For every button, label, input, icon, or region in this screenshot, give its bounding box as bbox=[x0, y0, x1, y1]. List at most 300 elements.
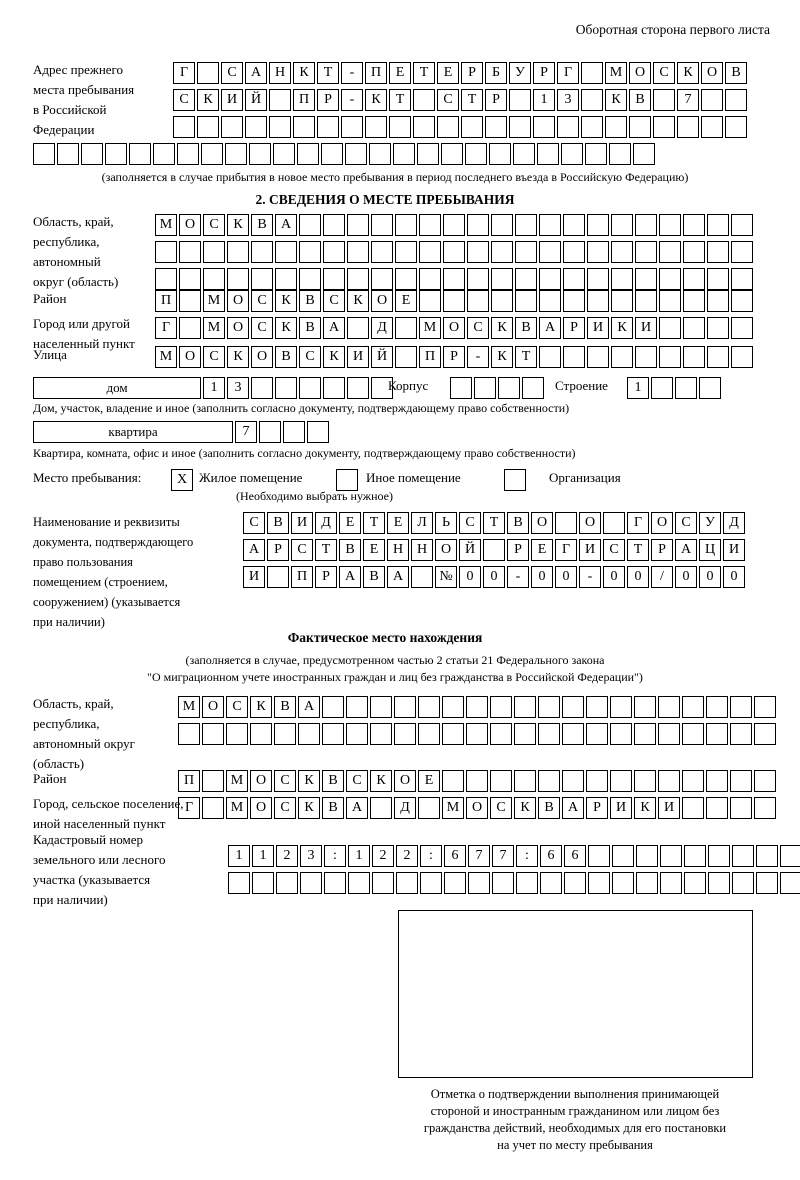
char-cell[interactable] bbox=[307, 421, 329, 443]
char-cell[interactable] bbox=[587, 241, 609, 263]
char-cell[interactable] bbox=[659, 346, 681, 368]
char-cell[interactable] bbox=[603, 512, 625, 534]
char-cell[interactable]: К bbox=[323, 346, 345, 368]
char-cell[interactable]: № bbox=[435, 566, 457, 588]
char-cell[interactable] bbox=[491, 290, 513, 312]
char-cell[interactable] bbox=[731, 268, 753, 290]
char-cell[interactable] bbox=[651, 377, 673, 399]
char-cell[interactable] bbox=[275, 241, 297, 263]
char-cell[interactable] bbox=[731, 241, 753, 263]
char-cell[interactable] bbox=[369, 143, 391, 165]
char-cell[interactable]: О bbox=[629, 62, 651, 84]
char-cell[interactable] bbox=[683, 241, 705, 263]
char-cell[interactable]: Т bbox=[317, 62, 339, 84]
char-cell[interactable] bbox=[395, 241, 417, 263]
char-cell[interactable]: О bbox=[179, 214, 201, 236]
char-cell[interactable] bbox=[250, 723, 272, 745]
char-cell[interactable] bbox=[346, 696, 368, 718]
char-cell[interactable]: Т bbox=[627, 539, 649, 561]
char-cell[interactable]: 1 bbox=[252, 845, 274, 867]
char-cell[interactable]: В bbox=[725, 62, 747, 84]
char-cell[interactable]: П bbox=[293, 89, 315, 111]
char-cell[interactable] bbox=[443, 268, 465, 290]
char-cell[interactable]: 2 bbox=[396, 845, 418, 867]
char-cell[interactable]: Р bbox=[586, 797, 608, 819]
stamp-box[interactable] bbox=[398, 910, 753, 1078]
char-cell[interactable] bbox=[587, 346, 609, 368]
char-cell[interactable] bbox=[252, 872, 274, 894]
char-cell[interactable]: 1 bbox=[228, 845, 250, 867]
char-cell[interactable]: - bbox=[507, 566, 529, 588]
char-cell[interactable]: Л bbox=[411, 512, 433, 534]
char-cell[interactable] bbox=[490, 696, 512, 718]
char-cell[interactable] bbox=[539, 346, 561, 368]
char-cell[interactable] bbox=[347, 241, 369, 263]
char-cell[interactable] bbox=[299, 214, 321, 236]
char-cell[interactable] bbox=[227, 241, 249, 263]
char-cell[interactable] bbox=[635, 290, 657, 312]
char-cell[interactable]: О bbox=[435, 539, 457, 561]
char-cell[interactable] bbox=[419, 241, 441, 263]
char-cell[interactable] bbox=[203, 241, 225, 263]
char-cell[interactable] bbox=[658, 723, 680, 745]
char-cell[interactable] bbox=[491, 214, 513, 236]
char-cell[interactable]: 3 bbox=[557, 89, 579, 111]
char-cell[interactable]: В bbox=[363, 566, 385, 588]
char-cell[interactable] bbox=[498, 377, 520, 399]
char-cell[interactable]: 0 bbox=[483, 566, 505, 588]
char-cell[interactable] bbox=[683, 317, 705, 339]
char-cell[interactable]: К bbox=[347, 290, 369, 312]
char-cell[interactable]: Е bbox=[363, 539, 385, 561]
char-cell[interactable] bbox=[269, 116, 291, 138]
char-cell[interactable] bbox=[437, 116, 459, 138]
char-cell[interactable]: К bbox=[275, 290, 297, 312]
char-cell[interactable]: 0 bbox=[531, 566, 553, 588]
char-cell[interactable]: А bbox=[387, 566, 409, 588]
char-cell[interactable]: Б bbox=[485, 62, 507, 84]
char-cell[interactable]: 6 bbox=[564, 845, 586, 867]
char-cell[interactable] bbox=[707, 241, 729, 263]
char-cell[interactable] bbox=[129, 143, 151, 165]
char-cell[interactable] bbox=[708, 872, 730, 894]
street-row[interactable] bbox=[155, 346, 753, 368]
char-cell[interactable] bbox=[540, 872, 562, 894]
char-cell[interactable] bbox=[370, 797, 392, 819]
char-cell[interactable] bbox=[708, 845, 730, 867]
char-cell[interactable] bbox=[522, 377, 544, 399]
char-cell[interactable] bbox=[274, 723, 296, 745]
char-cell[interactable]: А bbox=[243, 539, 265, 561]
char-cell[interactable]: Г bbox=[627, 512, 649, 534]
char-cell[interactable]: С bbox=[203, 214, 225, 236]
char-cell[interactable] bbox=[321, 143, 343, 165]
char-cell[interactable]: О bbox=[227, 317, 249, 339]
char-cell[interactable] bbox=[707, 268, 729, 290]
char-cell[interactable] bbox=[197, 116, 219, 138]
char-cell[interactable] bbox=[610, 723, 632, 745]
char-cell[interactable]: О bbox=[531, 512, 553, 534]
char-cell[interactable] bbox=[322, 696, 344, 718]
char-cell[interactable]: В bbox=[322, 770, 344, 792]
char-cell[interactable]: В bbox=[507, 512, 529, 534]
char-cell[interactable] bbox=[178, 723, 200, 745]
char-cell[interactable]: Д bbox=[394, 797, 416, 819]
char-cell[interactable] bbox=[754, 696, 776, 718]
char-cell[interactable] bbox=[323, 268, 345, 290]
char-cell[interactable] bbox=[658, 770, 680, 792]
char-cell[interactable] bbox=[221, 116, 243, 138]
char-cell[interactable]: С bbox=[291, 539, 313, 561]
char-cell[interactable] bbox=[636, 845, 658, 867]
char-cell[interactable] bbox=[202, 770, 224, 792]
char-cell[interactable]: Д bbox=[315, 512, 337, 534]
char-cell[interactable] bbox=[653, 89, 675, 111]
char-cell[interactable] bbox=[490, 770, 512, 792]
char-cell[interactable] bbox=[394, 723, 416, 745]
char-cell[interactable] bbox=[538, 696, 560, 718]
char-cell[interactable]: М bbox=[155, 214, 177, 236]
char-cell[interactable] bbox=[395, 346, 417, 368]
char-cell[interactable] bbox=[467, 214, 489, 236]
char-cell[interactable] bbox=[659, 214, 681, 236]
char-cell[interactable]: А bbox=[539, 317, 561, 339]
char-cell[interactable] bbox=[418, 797, 440, 819]
char-cell[interactable] bbox=[581, 116, 603, 138]
char-cell[interactable]: А bbox=[298, 696, 320, 718]
char-cell[interactable]: С bbox=[243, 512, 265, 534]
char-cell[interactable]: К bbox=[227, 214, 249, 236]
char-cell[interactable] bbox=[395, 268, 417, 290]
char-cell[interactable] bbox=[203, 268, 225, 290]
char-cell[interactable]: Р bbox=[507, 539, 529, 561]
char-cell[interactable] bbox=[466, 723, 488, 745]
char-cell[interactable] bbox=[538, 770, 560, 792]
char-cell[interactable]: И bbox=[723, 539, 745, 561]
char-cell[interactable]: К bbox=[514, 797, 536, 819]
char-cell[interactable]: Й bbox=[371, 346, 393, 368]
char-cell[interactable] bbox=[587, 268, 609, 290]
char-cell[interactable] bbox=[57, 143, 79, 165]
char-cell[interactable] bbox=[297, 143, 319, 165]
char-cell[interactable] bbox=[634, 696, 656, 718]
char-cell[interactable] bbox=[413, 116, 435, 138]
char-cell[interactable]: Е bbox=[387, 512, 409, 534]
char-cell[interactable] bbox=[635, 268, 657, 290]
char-cell[interactable] bbox=[629, 116, 651, 138]
char-cell[interactable] bbox=[411, 566, 433, 588]
char-cell[interactable]: О bbox=[651, 512, 673, 534]
char-cell[interactable] bbox=[563, 268, 585, 290]
char-cell[interactable] bbox=[683, 268, 705, 290]
char-cell[interactable]: И bbox=[610, 797, 632, 819]
char-cell[interactable]: Р bbox=[485, 89, 507, 111]
char-cell[interactable]: Д bbox=[723, 512, 745, 534]
char-cell[interactable]: М bbox=[155, 346, 177, 368]
char-cell[interactable] bbox=[466, 696, 488, 718]
char-cell[interactable] bbox=[660, 872, 682, 894]
char-cell[interactable] bbox=[706, 770, 728, 792]
char-cell[interactable] bbox=[443, 290, 465, 312]
char-cell[interactable] bbox=[249, 143, 271, 165]
char-cell[interactable]: Е bbox=[437, 62, 459, 84]
char-cell[interactable] bbox=[441, 143, 463, 165]
char-cell[interactable] bbox=[586, 696, 608, 718]
char-cell[interactable] bbox=[563, 214, 585, 236]
char-cell[interactable]: Ь bbox=[435, 512, 457, 534]
char-cell[interactable] bbox=[396, 872, 418, 894]
char-cell[interactable]: : bbox=[420, 845, 442, 867]
char-cell[interactable]: : bbox=[516, 845, 538, 867]
char-cell[interactable]: О bbox=[701, 62, 723, 84]
char-cell[interactable] bbox=[417, 143, 439, 165]
char-cell[interactable] bbox=[443, 241, 465, 263]
char-cell[interactable] bbox=[491, 241, 513, 263]
region-row-3[interactable] bbox=[155, 268, 753, 290]
actual-city-row[interactable] bbox=[178, 797, 776, 819]
char-cell[interactable] bbox=[683, 346, 705, 368]
char-cell[interactable] bbox=[371, 268, 393, 290]
char-cell[interactable] bbox=[707, 214, 729, 236]
document-row-1[interactable] bbox=[243, 512, 745, 534]
char-cell[interactable] bbox=[537, 143, 559, 165]
char-cell[interactable]: Г bbox=[557, 62, 579, 84]
char-cell[interactable] bbox=[485, 116, 507, 138]
char-cell[interactable] bbox=[707, 346, 729, 368]
char-cell[interactable]: Д bbox=[371, 317, 393, 339]
char-cell[interactable]: 7 bbox=[492, 845, 514, 867]
char-cell[interactable]: К bbox=[677, 62, 699, 84]
char-cell[interactable] bbox=[730, 696, 752, 718]
char-cell[interactable] bbox=[610, 770, 632, 792]
char-cell[interactable] bbox=[539, 214, 561, 236]
char-cell[interactable]: С bbox=[226, 696, 248, 718]
char-cell[interactable] bbox=[514, 723, 536, 745]
char-cell[interactable] bbox=[467, 268, 489, 290]
place-type-checkbox-organization[interactable] bbox=[504, 469, 526, 491]
char-cell[interactable] bbox=[633, 143, 655, 165]
char-cell[interactable]: А bbox=[275, 214, 297, 236]
char-cell[interactable]: С bbox=[323, 290, 345, 312]
char-cell[interactable]: В bbox=[322, 797, 344, 819]
char-cell[interactable] bbox=[612, 872, 634, 894]
char-cell[interactable]: К bbox=[365, 89, 387, 111]
document-row-2[interactable] bbox=[243, 539, 745, 561]
char-cell[interactable] bbox=[515, 268, 537, 290]
char-cell[interactable]: С bbox=[603, 539, 625, 561]
char-cell[interactable] bbox=[730, 770, 752, 792]
house-cells[interactable] bbox=[203, 377, 393, 399]
char-cell[interactable] bbox=[298, 723, 320, 745]
char-cell[interactable] bbox=[756, 845, 778, 867]
char-cell[interactable] bbox=[442, 696, 464, 718]
char-cell[interactable] bbox=[299, 241, 321, 263]
char-cell[interactable] bbox=[706, 723, 728, 745]
char-cell[interactable]: О bbox=[371, 290, 393, 312]
char-cell[interactable] bbox=[635, 214, 657, 236]
char-cell[interactable]: Г bbox=[178, 797, 200, 819]
char-cell[interactable] bbox=[370, 696, 392, 718]
char-cell[interactable]: Т bbox=[483, 512, 505, 534]
char-cell[interactable] bbox=[707, 317, 729, 339]
char-cell[interactable] bbox=[370, 723, 392, 745]
char-cell[interactable] bbox=[538, 723, 560, 745]
char-cell[interactable] bbox=[516, 872, 538, 894]
char-cell[interactable]: А bbox=[675, 539, 697, 561]
char-cell[interactable]: О bbox=[202, 696, 224, 718]
char-cell[interactable]: В bbox=[267, 512, 289, 534]
char-cell[interactable] bbox=[179, 268, 201, 290]
char-cell[interactable]: В bbox=[251, 214, 273, 236]
char-cell[interactable] bbox=[682, 770, 704, 792]
char-cell[interactable]: В bbox=[538, 797, 560, 819]
char-cell[interactable] bbox=[611, 290, 633, 312]
char-cell[interactable]: К bbox=[634, 797, 656, 819]
char-cell[interactable]: О bbox=[251, 346, 273, 368]
char-cell[interactable] bbox=[515, 241, 537, 263]
char-cell[interactable] bbox=[634, 723, 656, 745]
char-cell[interactable]: Ц bbox=[699, 539, 721, 561]
char-cell[interactable] bbox=[563, 346, 585, 368]
char-cell[interactable]: М bbox=[178, 696, 200, 718]
char-cell[interactable]: 7 bbox=[677, 89, 699, 111]
stroenie-cells[interactable] bbox=[627, 377, 721, 399]
char-cell[interactable]: 0 bbox=[723, 566, 745, 588]
char-cell[interactable] bbox=[562, 723, 584, 745]
char-cell[interactable] bbox=[393, 143, 415, 165]
char-cell[interactable]: К bbox=[298, 797, 320, 819]
char-cell[interactable]: С bbox=[675, 512, 697, 534]
char-cell[interactable]: 3 bbox=[300, 845, 322, 867]
char-cell[interactable] bbox=[466, 770, 488, 792]
char-cell[interactable]: Е bbox=[339, 512, 361, 534]
char-cell[interactable] bbox=[555, 512, 577, 534]
char-cell[interactable]: К bbox=[227, 346, 249, 368]
actual-district-row[interactable] bbox=[178, 770, 776, 792]
korpus-cells[interactable] bbox=[450, 377, 544, 399]
char-cell[interactable]: В bbox=[275, 346, 297, 368]
char-cell[interactable] bbox=[611, 241, 633, 263]
char-cell[interactable] bbox=[515, 214, 537, 236]
char-cell[interactable] bbox=[450, 377, 472, 399]
char-cell[interactable]: И bbox=[587, 317, 609, 339]
char-cell[interactable] bbox=[557, 116, 579, 138]
char-cell[interactable]: О bbox=[179, 346, 201, 368]
char-cell[interactable]: С bbox=[346, 770, 368, 792]
char-cell[interactable]: К bbox=[275, 317, 297, 339]
place-type-checkbox-residential[interactable]: X bbox=[171, 469, 193, 491]
char-cell[interactable]: У bbox=[509, 62, 531, 84]
char-cell[interactable] bbox=[299, 377, 321, 399]
char-cell[interactable]: П bbox=[178, 770, 200, 792]
char-cell[interactable]: К bbox=[250, 696, 272, 718]
region-row-2[interactable] bbox=[155, 241, 753, 263]
prev-address-row-3[interactable] bbox=[173, 116, 747, 138]
char-cell[interactable]: Р bbox=[315, 566, 337, 588]
char-cell[interactable] bbox=[444, 872, 466, 894]
char-cell[interactable] bbox=[483, 539, 505, 561]
char-cell[interactable]: Р bbox=[267, 539, 289, 561]
char-cell[interactable] bbox=[587, 214, 609, 236]
char-cell[interactable]: И bbox=[291, 512, 313, 534]
char-cell[interactable] bbox=[372, 872, 394, 894]
char-cell[interactable] bbox=[173, 116, 195, 138]
char-cell[interactable]: П bbox=[155, 290, 177, 312]
char-cell[interactable] bbox=[611, 268, 633, 290]
char-cell[interactable] bbox=[228, 872, 250, 894]
char-cell[interactable] bbox=[653, 116, 675, 138]
char-cell[interactable] bbox=[730, 797, 752, 819]
char-cell[interactable]: П bbox=[365, 62, 387, 84]
char-cell[interactable]: Т bbox=[461, 89, 483, 111]
char-cell[interactable] bbox=[345, 143, 367, 165]
char-cell[interactable] bbox=[317, 116, 339, 138]
char-cell[interactable] bbox=[587, 290, 609, 312]
char-cell[interactable] bbox=[706, 797, 728, 819]
char-cell[interactable]: О bbox=[579, 512, 601, 534]
char-cell[interactable] bbox=[756, 872, 778, 894]
char-cell[interactable] bbox=[347, 317, 369, 339]
char-cell[interactable]: А bbox=[346, 797, 368, 819]
char-cell[interactable]: - bbox=[467, 346, 489, 368]
char-cell[interactable] bbox=[725, 116, 747, 138]
char-cell[interactable]: Н bbox=[387, 539, 409, 561]
char-cell[interactable]: С bbox=[173, 89, 195, 111]
char-cell[interactable]: : bbox=[324, 845, 346, 867]
char-cell[interactable] bbox=[509, 116, 531, 138]
char-cell[interactable]: Г bbox=[555, 539, 577, 561]
char-cell[interactable] bbox=[105, 143, 127, 165]
char-cell[interactable] bbox=[533, 116, 555, 138]
char-cell[interactable] bbox=[259, 421, 281, 443]
char-cell[interactable] bbox=[371, 214, 393, 236]
char-cell[interactable] bbox=[585, 143, 607, 165]
char-cell[interactable] bbox=[418, 696, 440, 718]
char-cell[interactable]: К bbox=[197, 89, 219, 111]
prev-address-row-1[interactable] bbox=[173, 62, 747, 84]
char-cell[interactable] bbox=[706, 696, 728, 718]
char-cell[interactable] bbox=[659, 241, 681, 263]
char-cell[interactable] bbox=[245, 116, 267, 138]
place-type-checkbox-other[interactable] bbox=[336, 469, 358, 491]
char-cell[interactable]: 0 bbox=[675, 566, 697, 588]
char-cell[interactable] bbox=[561, 143, 583, 165]
char-cell[interactable] bbox=[611, 346, 633, 368]
char-cell[interactable] bbox=[588, 872, 610, 894]
char-cell[interactable] bbox=[324, 872, 346, 894]
char-cell[interactable] bbox=[564, 872, 586, 894]
char-cell[interactable] bbox=[442, 723, 464, 745]
char-cell[interactable]: П bbox=[291, 566, 313, 588]
char-cell[interactable] bbox=[468, 872, 490, 894]
char-cell[interactable]: С bbox=[221, 62, 243, 84]
char-cell[interactable]: 1 bbox=[203, 377, 225, 399]
char-cell[interactable] bbox=[346, 723, 368, 745]
char-cell[interactable] bbox=[586, 723, 608, 745]
char-cell[interactable] bbox=[605, 116, 627, 138]
char-cell[interactable]: А bbox=[339, 566, 361, 588]
char-cell[interactable]: К bbox=[491, 346, 513, 368]
char-cell[interactable] bbox=[299, 268, 321, 290]
document-row-3[interactable] bbox=[243, 566, 745, 588]
char-cell[interactable] bbox=[474, 377, 496, 399]
char-cell[interactable] bbox=[731, 317, 753, 339]
char-cell[interactable] bbox=[347, 268, 369, 290]
char-cell[interactable]: О bbox=[394, 770, 416, 792]
char-cell[interactable] bbox=[514, 696, 536, 718]
char-cell[interactable]: М bbox=[605, 62, 627, 84]
char-cell[interactable]: П bbox=[419, 346, 441, 368]
